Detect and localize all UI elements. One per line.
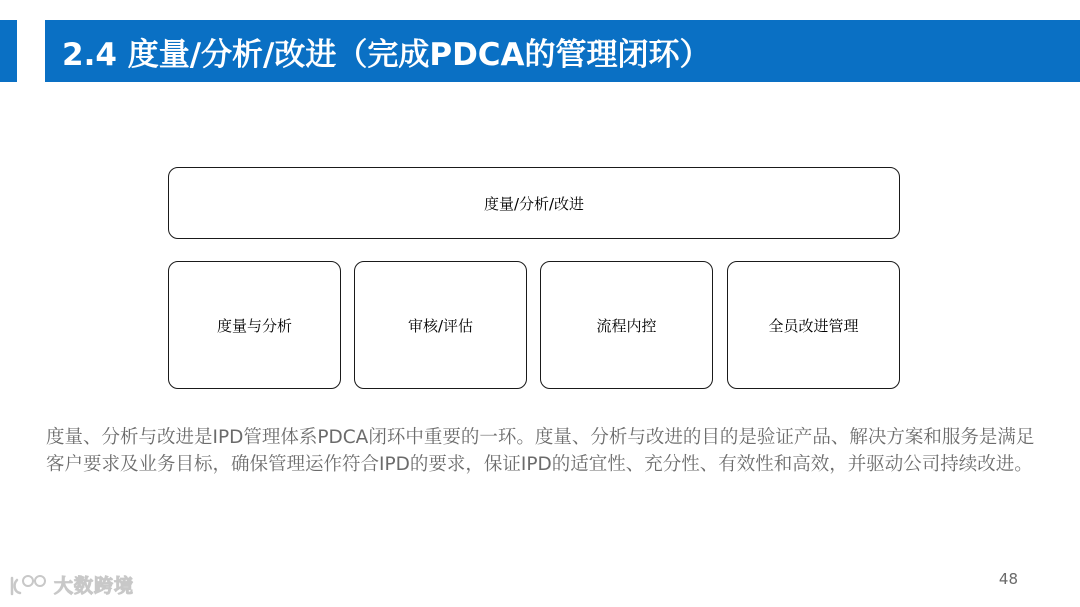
diagram-sub-label: 全员改进管理 bbox=[768, 316, 859, 335]
diagram-sub-label: 度量与分析 bbox=[216, 316, 292, 335]
diagram-sub-label: 审核/评估 bbox=[407, 316, 474, 335]
diagram-sub-box-measure-analysis bbox=[168, 261, 341, 389]
diagram-top-box bbox=[168, 167, 900, 239]
diagram-top-label: 度量/分析/改进 bbox=[483, 194, 585, 213]
diagram-sub-box-audit-evaluation bbox=[354, 261, 527, 389]
watermark bbox=[8, 571, 134, 598]
brand-logo-icon bbox=[8, 572, 50, 598]
diagram-sub-box-process-control bbox=[540, 261, 713, 389]
title-accent-bar bbox=[0, 20, 17, 82]
watermark-text: 大数跨境 bbox=[54, 575, 135, 597]
description-paragraph: 度量、分析与改进是IPD管理体系PDCA闭环中重要的一环。度量、分析与改进的目的是验证产品、解决方案和服务是满足客户要求及业务目标，确保管理运作符合IPD的要求，保证IPD的适宜性、充分性、有效性和高效，并驱动公司持续改进。 bbox=[46, 427, 1035, 475]
diagram-sub-box-improvement-management bbox=[727, 261, 900, 389]
title-bar bbox=[45, 20, 1080, 82]
page-title: 2.4 度量/分析/改进（完成PDCA的管理闭环） bbox=[62, 36, 711, 73]
diagram-sub-label: 流程内控 bbox=[596, 316, 657, 335]
page-number: 48 bbox=[998, 570, 1018, 588]
